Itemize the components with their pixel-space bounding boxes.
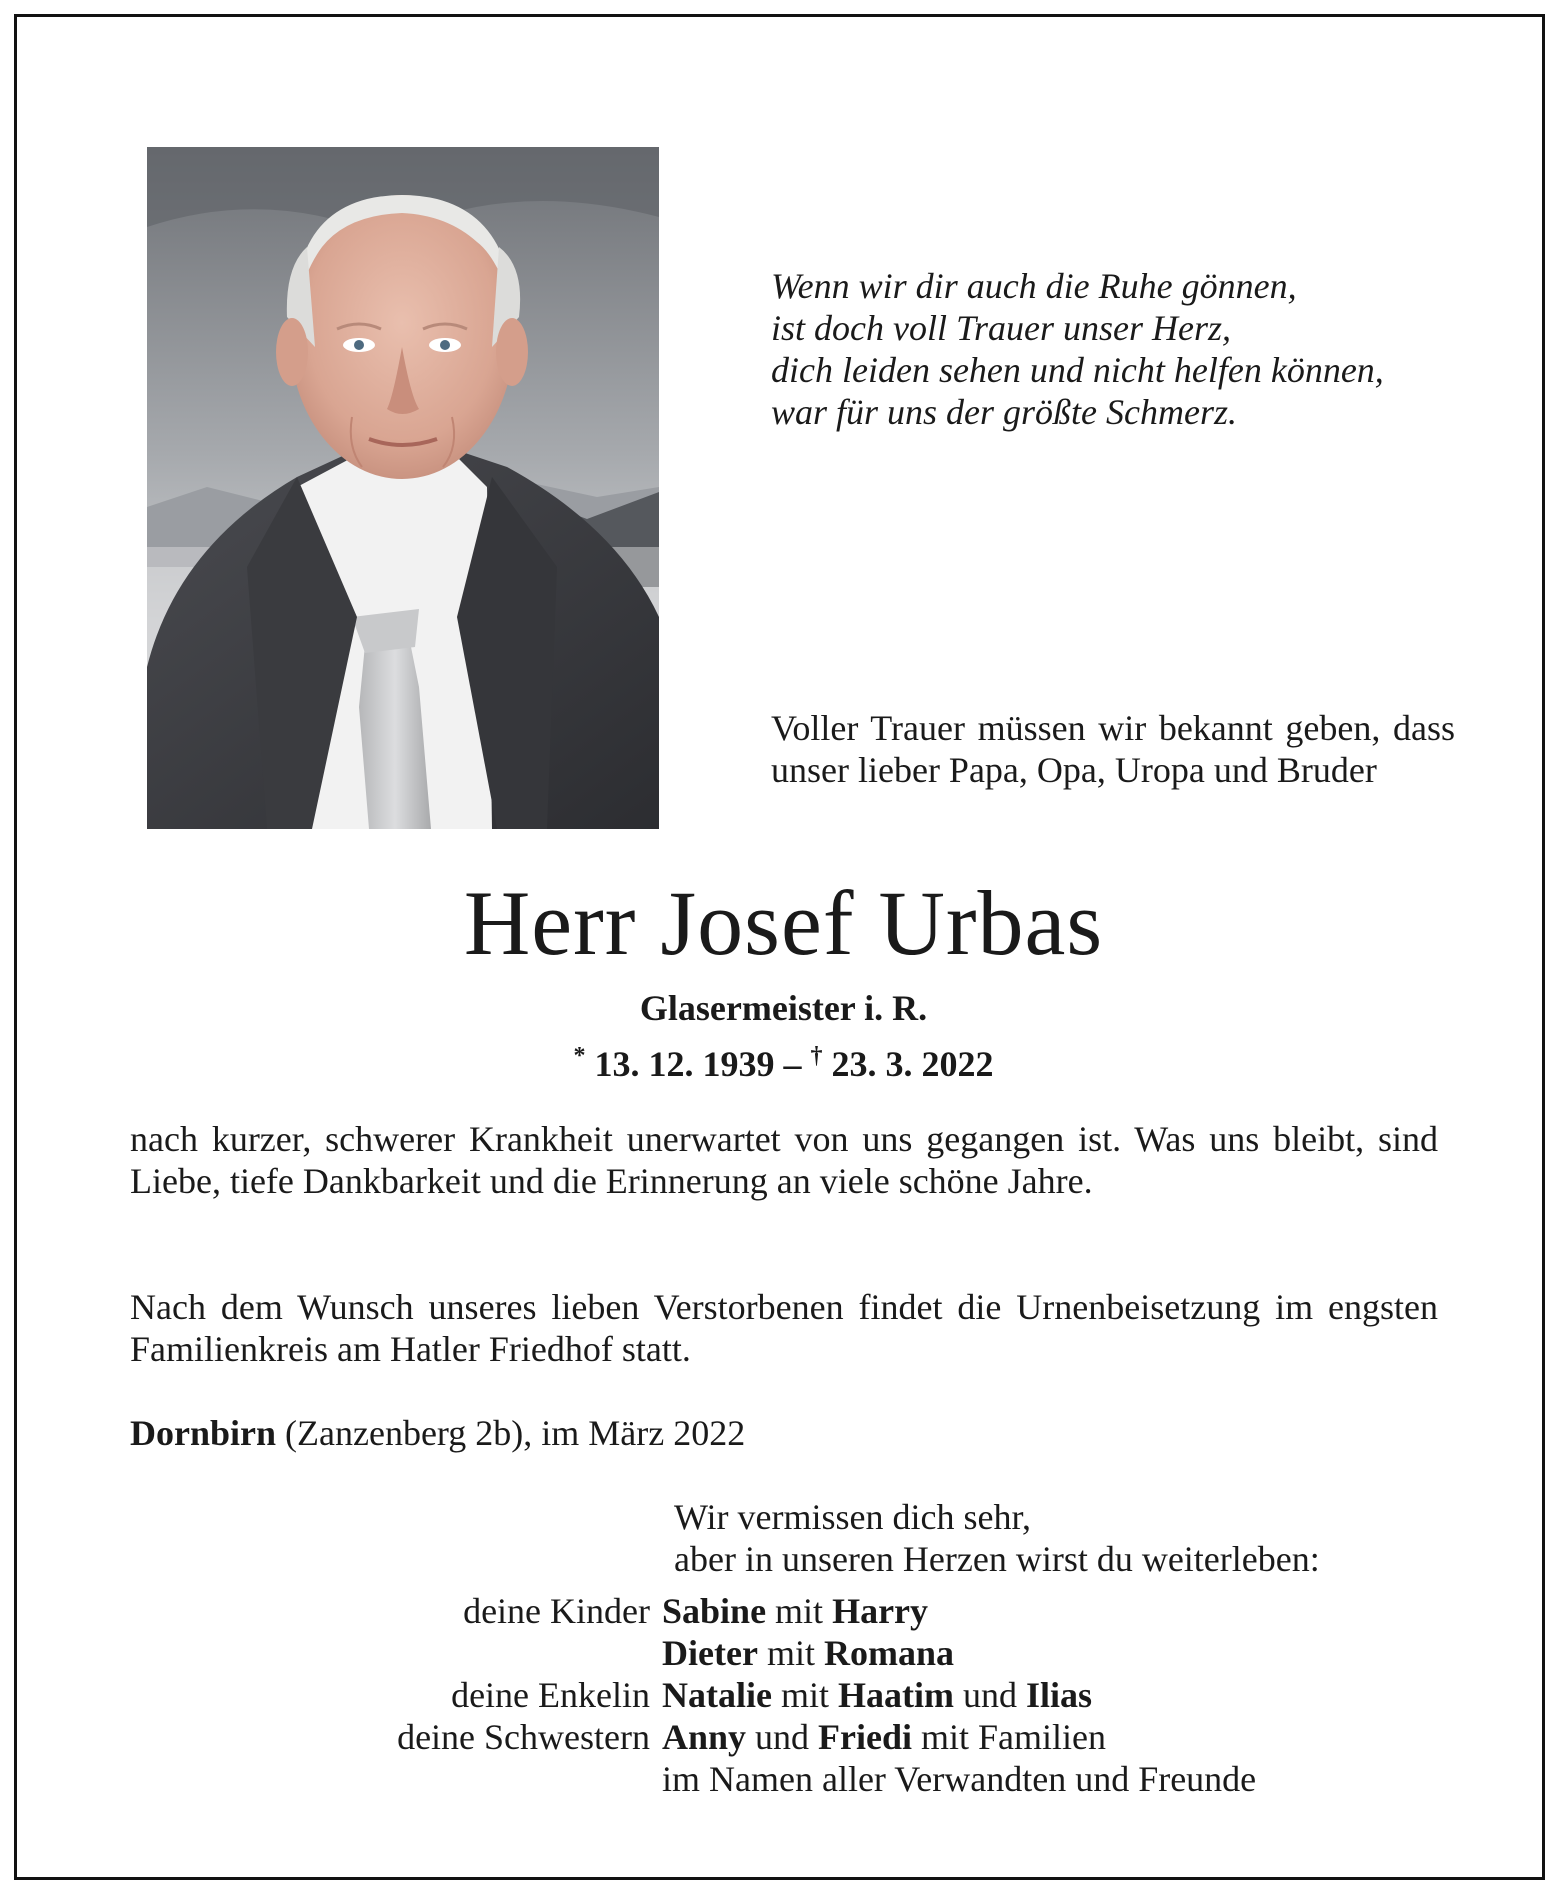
family-member: Harry <box>832 1591 929 1631</box>
family-row-final <box>130 1758 1460 1800</box>
portrait-photo <box>147 147 659 829</box>
family-row-schwestern <box>130 1716 1460 1758</box>
poem-line: war für uns der größte Schmerz. <box>771 392 1237 432</box>
birth-mark: * <box>573 1043 586 1069</box>
paragraph-announcement: nach kurzer, schwerer Krankheit unerwartet von uns gegangen ist. Was uns bleibt, sind Liebe, tiefe Dankbarkeit und die Erinnerung an viele schöne Jahre. <box>130 1119 1438 1201</box>
life-dates <box>0 1034 1567 1086</box>
closing-line: aber in unseren Herzen wirst du weiterleben: <box>674 1539 1320 1579</box>
paragraph-burial: Nach dem Wunsch unseres lieben Verstorbenen findet die Urnenbeisetzung im engsten Familienkreis am Hatler Friedhof statt. <box>130 1287 1438 1369</box>
family-list <box>130 1590 1460 1800</box>
family-conjunction: mit <box>766 1591 833 1631</box>
poem-line: ist doch voll Trauer unser Herz, <box>771 308 1232 348</box>
family-label-empty <box>130 1632 662 1674</box>
family-member: Anny <box>662 1717 747 1757</box>
family-conjunction: mit <box>771 1675 838 1715</box>
place-name: Dornbirn <box>130 1413 277 1453</box>
family-row-enkel <box>130 1674 1460 1716</box>
family-label: deine Kinder <box>463 1591 650 1631</box>
closing-line: Wir vermissen dich sehr, <box>674 1497 1032 1537</box>
place-details: (Zanzenberg 2b), im März 2022 <box>276 1413 746 1453</box>
family-member: Friedi <box>818 1717 913 1757</box>
family-label: deine Schwestern <box>397 1717 650 1757</box>
family-row-kinder-2 <box>130 1632 1460 1674</box>
death-mark: † <box>810 1043 823 1069</box>
date-separator: – <box>783 1044 802 1084</box>
family-names <box>662 1590 1460 1632</box>
family-label: deine Enkelin <box>451 1675 650 1715</box>
family-conjunction: mit <box>757 1633 824 1673</box>
family-member: Ilias <box>1025 1675 1092 1715</box>
family-rest: mit Familien <box>912 1717 1107 1757</box>
family-label-empty <box>130 1758 662 1800</box>
intro-text: Voller Trauer müssen wir bekannt geben, dass unser lieber Papa, Opa, Uropa und Bruder <box>771 708 1455 790</box>
family-names <box>662 1632 1460 1674</box>
family-conjunction: und <box>953 1675 1026 1715</box>
poem-line: dich leiden sehen und nicht helfen können, <box>771 350 1384 390</box>
deceased-name: Herr Josef Urbas <box>463 872 1104 974</box>
deceased-title: Glasermeister i. R. <box>639 988 928 1028</box>
closing-lines <box>674 1496 1320 1580</box>
death-date: 23. 3. 2022 <box>831 1044 994 1084</box>
family-names <box>662 1674 1460 1716</box>
family-names <box>662 1716 1460 1758</box>
poem-line: Wenn wir dir auch die Ruhe gönnen, <box>771 266 1297 306</box>
family-conjunction: und <box>746 1717 819 1757</box>
family-member: Dieter <box>662 1633 758 1673</box>
family-member: Natalie <box>662 1675 772 1715</box>
family-final-line: im Namen aller Verwandten und Freunde <box>662 1759 1257 1799</box>
poem <box>771 265 1471 433</box>
family-member: Romana <box>823 1633 954 1673</box>
birth-date: 13. 12. 1939 <box>594 1044 775 1084</box>
family-row-kinder <box>130 1590 1460 1632</box>
family-member: Sabine <box>662 1591 767 1631</box>
place-date-line <box>130 1412 1438 1454</box>
family-member: Haatim <box>837 1675 954 1715</box>
